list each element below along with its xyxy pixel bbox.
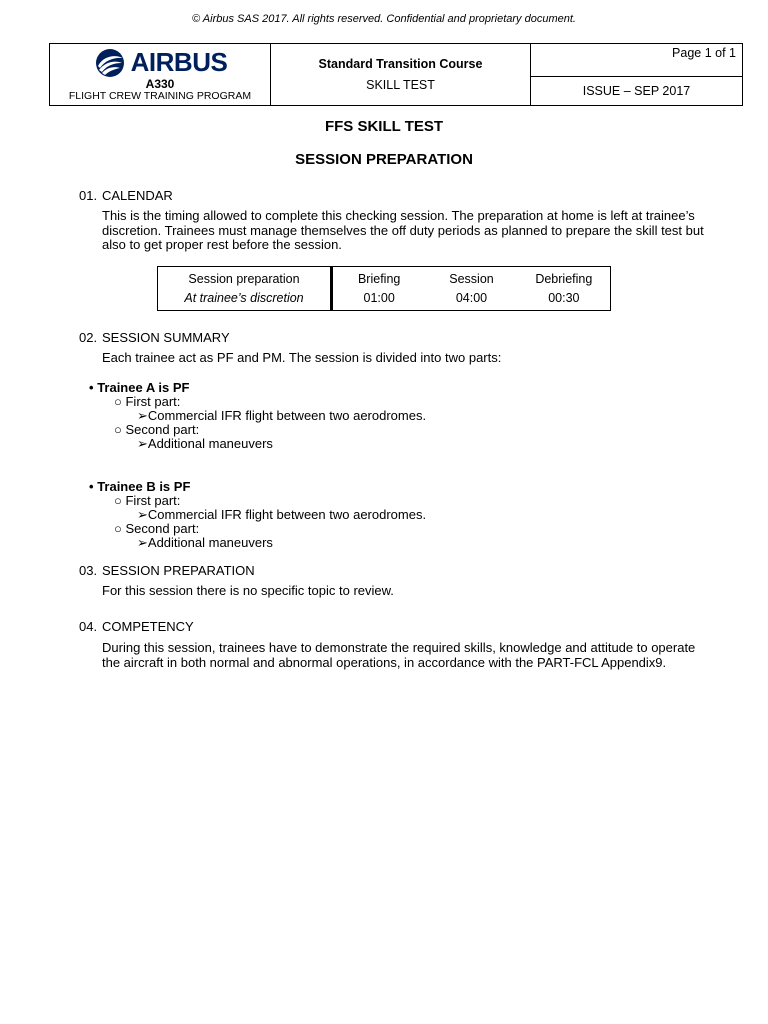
list-item bbox=[137, 436, 273, 452]
part-label: First part: bbox=[125, 394, 181, 409]
program-name: FLIGHT CREW TRAINING PROGRAM bbox=[68, 89, 252, 102]
trainee-label: Trainee A is PF bbox=[97, 380, 190, 395]
section-number: 03. bbox=[79, 563, 98, 578]
issue-date: ISSUE – SEP 2017 bbox=[531, 77, 743, 106]
list-item bbox=[114, 521, 199, 536]
part-label: Second part: bbox=[125, 422, 200, 437]
circle-bullet-icon: ○ bbox=[114, 493, 122, 508]
trainee-label: Trainee B is PF bbox=[97, 479, 191, 494]
calendar-value: At trainee’s discretion bbox=[184, 291, 304, 306]
section-heading bbox=[79, 330, 230, 345]
part-label: First part: bbox=[125, 493, 181, 508]
part-label: Second part: bbox=[125, 521, 200, 536]
calendar-value: 04:00 bbox=[455, 291, 488, 306]
section-text: For this session there is no specific topic to review. bbox=[102, 583, 394, 598]
calendar-value: 00:30 bbox=[548, 291, 580, 306]
section-text: Each trainee act as PF and PM. The session is divided into two parts: bbox=[102, 350, 502, 365]
list-item bbox=[89, 479, 190, 494]
section-text: This is the timing allowed to complete this checking session. The preparation at home is left at trainee’s discretion. Trainees must manage themselves the off duty periods as planned to prepare the skill test but also to get proper rest before the session. bbox=[102, 208, 704, 252]
airbus-logo bbox=[50, 48, 270, 78]
part-item: Commercial IFR flight between two aerodromes. bbox=[147, 507, 427, 522]
airbus-logo-text: AIRBUS bbox=[130, 47, 228, 77]
circle-bullet-icon: ○ bbox=[114, 521, 122, 536]
list-item bbox=[89, 380, 189, 395]
section-number: 04. bbox=[79, 619, 98, 634]
copyright-notice: © Airbus SAS 2017. All rights reserved. Confidential and proprietary document. bbox=[192, 13, 576, 25]
section-title: SESSION PREPARATION bbox=[102, 563, 255, 578]
arrow-bullet-icon: ➢ bbox=[137, 436, 148, 451]
page-subtitle: SESSION PREPARATION bbox=[295, 151, 473, 168]
document-header bbox=[49, 43, 743, 106]
logo-cell bbox=[50, 44, 271, 106]
circle-bullet-icon: ○ bbox=[114, 422, 122, 437]
page-title: FFS SKILL TEST bbox=[324, 118, 444, 135]
course-cell bbox=[271, 44, 531, 106]
list-item bbox=[114, 422, 199, 437]
calendar-timing-grid bbox=[333, 267, 610, 310]
calendar-preparation-column bbox=[158, 267, 333, 310]
calendar-header: Session preparation bbox=[188, 271, 300, 286]
arrow-bullet-icon: ➢ bbox=[137, 408, 148, 423]
calendar-header: Briefing bbox=[357, 271, 401, 286]
calendar-value: 01:00 bbox=[363, 291, 395, 306]
list-item bbox=[114, 493, 180, 508]
arrow-bullet-icon: ➢ bbox=[137, 535, 148, 550]
bullet-icon: • bbox=[89, 380, 94, 395]
document-type: SKILL TEST bbox=[366, 78, 435, 92]
circle-bullet-icon: ○ bbox=[114, 394, 122, 409]
section-heading bbox=[79, 619, 194, 634]
section-text: During this session, trainees have to demonstrate the required skills, knowledge and attitude to operate the aircraft in both normal and abnormal operations, in accordance with the PART-FCL Appendix9. bbox=[102, 640, 696, 670]
section-number: 01. bbox=[79, 188, 98, 203]
calendar-table bbox=[157, 266, 611, 311]
section-title: CALENDAR bbox=[102, 188, 173, 203]
list-item bbox=[137, 535, 273, 551]
section-title: COMPETENCY bbox=[102, 619, 194, 634]
course-name: Standard Transition Course bbox=[318, 57, 483, 71]
calendar-header: Session bbox=[449, 271, 494, 286]
part-item: Additional maneuvers bbox=[147, 436, 273, 451]
part-item: Additional maneuvers bbox=[147, 535, 273, 550]
part-item: Commercial IFR flight between two aerodromes. bbox=[147, 408, 427, 423]
bullet-icon: • bbox=[89, 479, 94, 494]
calendar-header: Debriefing bbox=[535, 271, 593, 286]
list-item bbox=[114, 394, 180, 409]
page-number: Page 1 of 1 bbox=[531, 44, 743, 77]
airbus-logo-icon bbox=[93, 48, 127, 78]
arrow-bullet-icon: ➢ bbox=[137, 507, 148, 522]
section-number: 02. bbox=[79, 330, 98, 345]
section-heading bbox=[79, 563, 255, 578]
aircraft-model: A330 bbox=[145, 76, 175, 91]
section-heading bbox=[79, 188, 173, 203]
section-title: SESSION SUMMARY bbox=[102, 330, 230, 345]
